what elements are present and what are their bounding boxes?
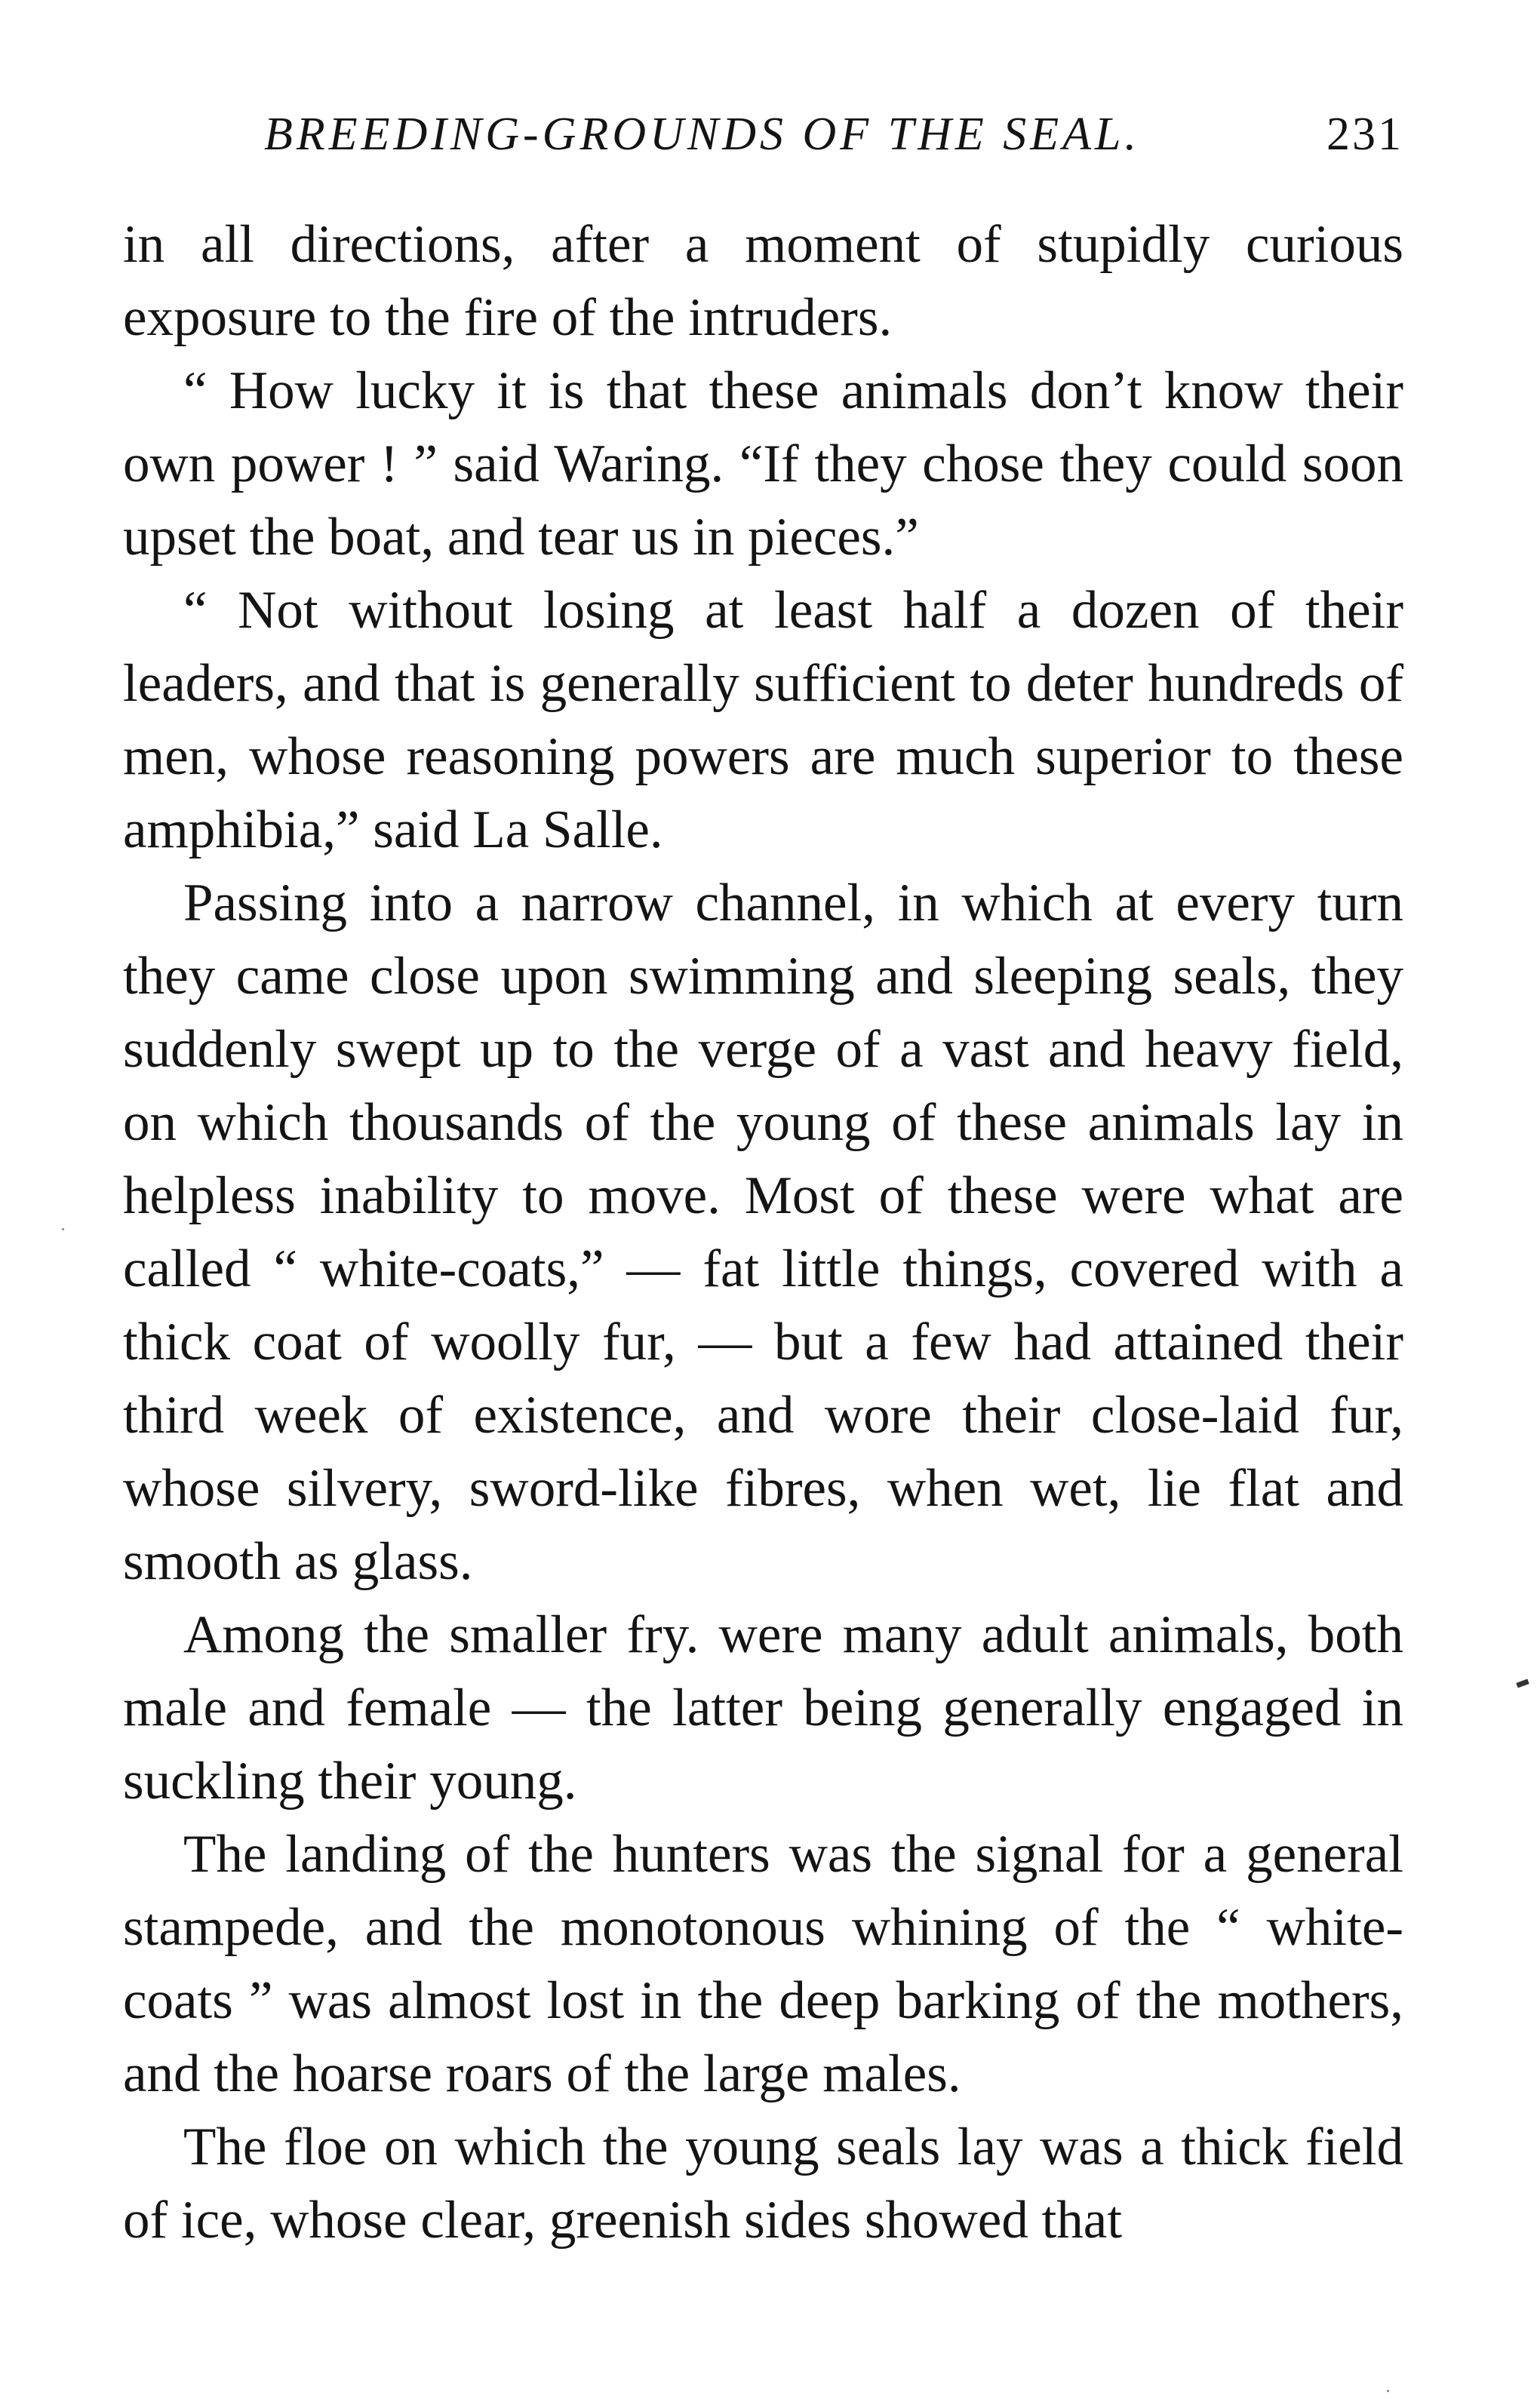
paragraph-continued: in all directions, after a moment of stupidly curious exposure to the fire of the intruders.	[123, 215, 1403, 347]
scan-speck	[1516, 1679, 1529, 1688]
body-text	[123, 208, 1403, 2257]
paragraph: Among the smaller fry. were many adult animals, both male and female — the latter being generally engaged in suckling their young.	[123, 1605, 1403, 1811]
scan-speck	[1387, 2390, 1389, 2392]
paragraph: Passing into a narrow channel, in which at every turn they came close upon swimming and sleeping seals, they suddenly swept up to the verge of a vast and heavy field, on which thousands of the young of these animals lay in helpless inability to move. Most of these were what are called “ white-coats,” — fat little things, covered with a thick coat of woolly fur, — but a few had attained their third week of existence, and wore their close-laid fur, whose silvery, sword-like fibres, when wet, lie flat and smooth as glass.	[123, 874, 1403, 1591]
paragraph: “ Not without losing at least half a dozen of their leaders, and that is generally sufficient to deter hundreds of men, whose reasoning powers are much superior to these amphibia,” said La Salle.	[123, 581, 1403, 859]
running-header	[264, 104, 1403, 164]
paragraph: The landing of the hunters was the signal for a general stampede, and the monotonous whining of the “ white-coats ” was almost lost in the deep barking of the mothers, and the hoarse roars of the large males.	[123, 1825, 1403, 2103]
paragraph: “ How lucky it is that these animals don’t know their own power ! ” said Waring. “If they chose they could soon upset the boat, and tear us in pieces.”	[123, 361, 1403, 567]
page-number: 231	[1326, 109, 1403, 160]
scan-speck	[62, 1228, 64, 1230]
running-title: BREEDING-GROUNDS OF THE SEAL.	[264, 109, 1141, 160]
paragraph: The floe on which the young seals lay was a thick field of ice, whose clear, greenish sides showed that	[123, 2118, 1403, 2250]
